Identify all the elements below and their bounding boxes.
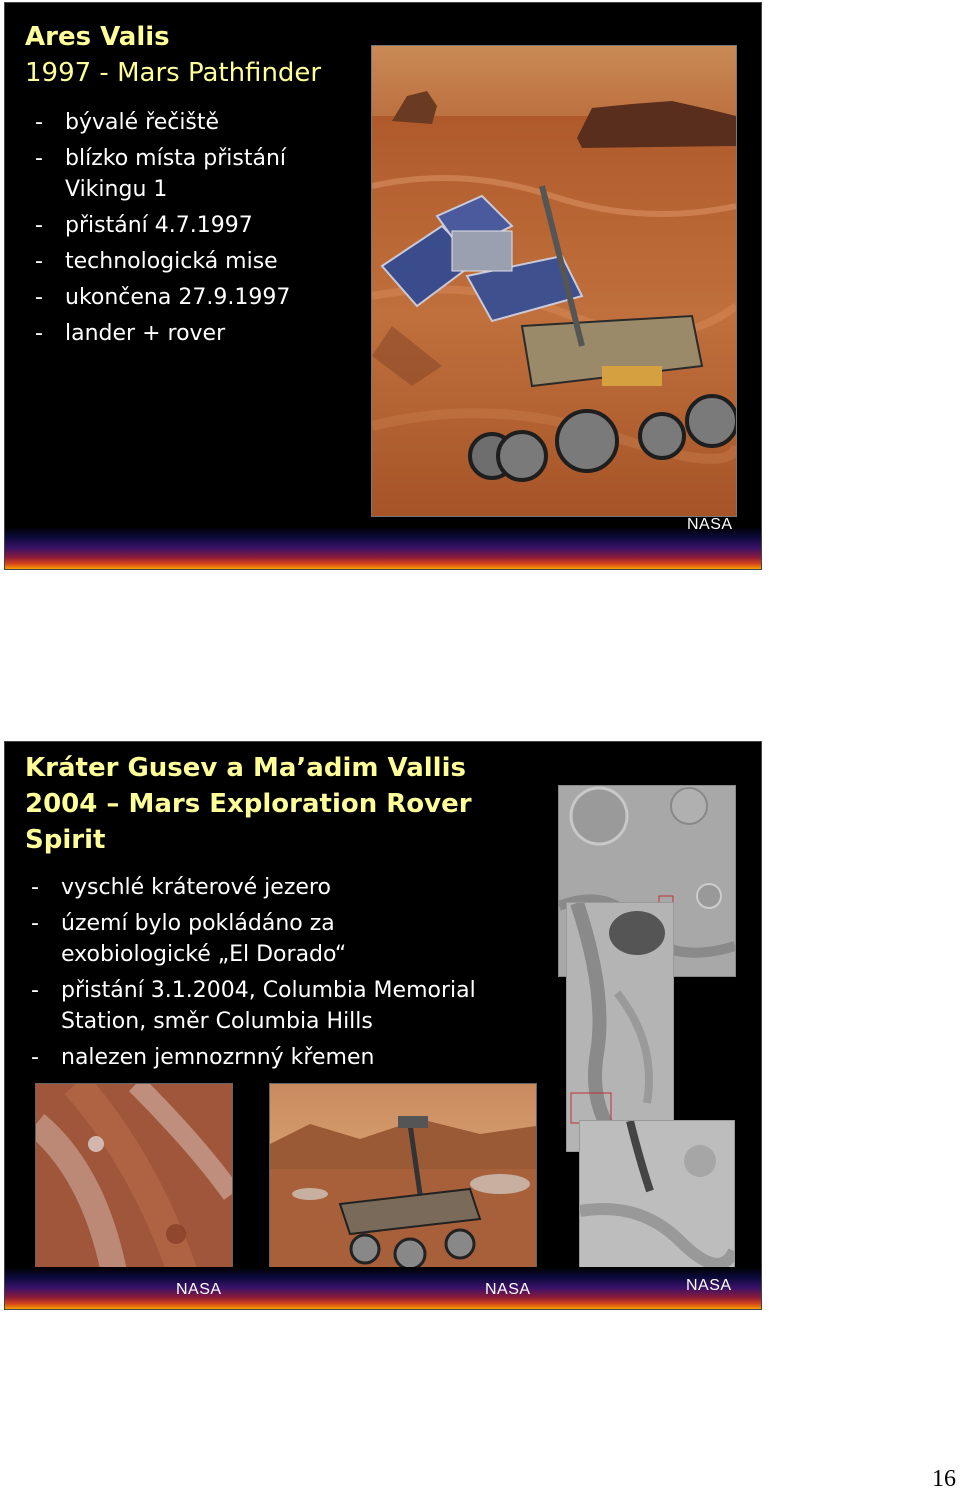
rover-tracks-surface-image	[35, 1083, 233, 1283]
image-credit: NASA	[176, 1281, 222, 1298]
image-credit: NASA	[687, 516, 733, 533]
list-item: - vyschlé kráterové jezero	[31, 875, 331, 900]
list-item: - přistání 3.1.2004, Columbia Memorial Station, směr Columbia Hills	[31, 978, 476, 1034]
slide1-bullet-list	[27, 107, 367, 354]
slide-footer-gradient	[5, 527, 761, 569]
slide2-bullet-list	[23, 872, 543, 1078]
list-item: - lander + rover	[35, 321, 226, 346]
slide2-title	[25, 750, 472, 858]
slide1-subtitle: 1997 - Mars Pathfinder	[25, 58, 322, 88]
image-credit: NASA	[485, 1281, 531, 1298]
bullet-text: nalezen jemnozrnný křemen	[61, 1045, 375, 1070]
slide1-title-main: Ares Valis	[25, 22, 170, 52]
slide2-title-line: Kráter Gusev a Ma’adim Vallis	[25, 753, 466, 783]
bullet-text: vyschlé kráterové jezero	[61, 875, 331, 900]
bullet-text: technologická mise	[65, 249, 278, 274]
slide-spirit-rover	[4, 741, 762, 1310]
bullet-text: přistání 4.7.1997	[65, 213, 253, 238]
bullet-text: ukončena 27.9.1997	[65, 285, 291, 310]
list-item: - území bylo pokládáno za exobiologické „El Dorado“	[31, 911, 347, 967]
pathfinder-rover-painting	[371, 45, 737, 517]
bullet-text: území bylo pokládáno za exobiologické „El Dorado“	[61, 911, 347, 967]
list-item: - technologická mise	[35, 249, 278, 274]
spirit-rover-illustration	[269, 1083, 537, 1283]
slide2-title-line: 2004 – Mars Exploration Rover	[25, 789, 472, 819]
page-number: 16	[932, 1466, 956, 1492]
bullet-text: lander + rover	[65, 321, 226, 346]
list-item: - ukončena 27.9.1997	[35, 285, 291, 310]
slide-footer-gradient	[5, 1267, 761, 1309]
image-credit: NASA	[686, 1277, 732, 1294]
slide-mars-pathfinder	[4, 2, 762, 570]
list-item: - přistání 4.7.1997	[35, 213, 253, 238]
maadim-vallis-orbital-image	[566, 902, 674, 1152]
bullet-text: blízko místa přistání Vikingu 1	[65, 146, 286, 202]
bullet-text: přistání 3.1.2004, Columbia Memorial Station, směr Columbia Hills	[61, 978, 476, 1034]
bullet-text: bývalé řečiště	[65, 110, 220, 135]
landing-site-closeup-image	[579, 1120, 735, 1276]
slide2-title-line: Spirit	[25, 825, 106, 855]
list-item: - bývalé řečiště	[35, 110, 220, 135]
slide1-title	[25, 19, 321, 91]
list-item: - nalezen jemnozrnný křemen	[31, 1045, 375, 1070]
list-item: - blízko místa přistání Vikingu 1	[35, 146, 286, 202]
